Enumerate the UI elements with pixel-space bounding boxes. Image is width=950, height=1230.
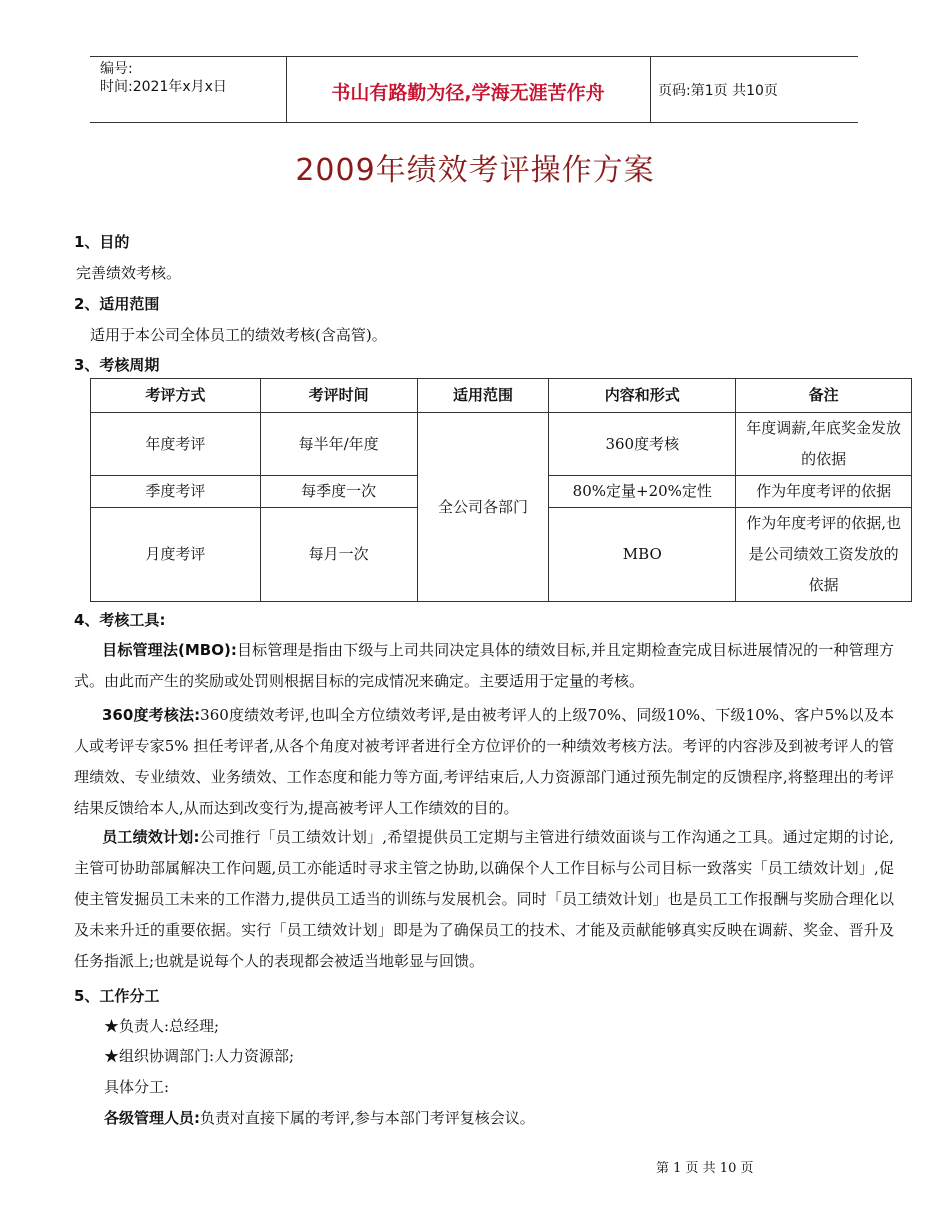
table-row (91, 413, 912, 476)
performance-plan-paragraph (74, 822, 894, 977)
assessment-cycle-table (90, 378, 912, 602)
responsible-line: ★负责人:总经理; (104, 1017, 220, 1035)
managers-text: 负责对直接下属的考评,参与本部门考评复核会议。 (200, 1109, 535, 1127)
section-1-body: 完善绩效考核。 (76, 264, 182, 282)
managers-lead: 各级管理人员: (104, 1109, 200, 1127)
table-cell-method: 年度考评 (91, 413, 261, 476)
section-4-heading: 4、考核工具: (74, 611, 166, 629)
managers-line (104, 1107, 535, 1128)
table-cell-note: 年度调薪,年底奖金发放的依据 (736, 413, 912, 476)
section-2-heading: 2、适用范围 (74, 295, 160, 313)
header-meta (100, 60, 227, 96)
table-cell-content: MBO (549, 508, 736, 602)
deg360-lead: 360度考核法: (102, 706, 201, 724)
coordinator-line: ★组织协调部门:人力资源部; (104, 1047, 295, 1065)
detail-label: 具体分工: (104, 1078, 170, 1096)
plan-lead: 员工绩效计划: (102, 828, 200, 846)
header-top-rule (90, 56, 858, 57)
table-header-cell: 内容和形式 (549, 379, 736, 413)
table-cell-time: 每季度一次 (260, 476, 417, 508)
deg360-text: 360度绩效考评,也叫全方位绩效考评,是由被考评人的上级70%、同级10%、下级10%、客户5%以及本人或考评专家5% 担任考评者,从各个角度对被考评者进行全方位评价的一种绩效考核方法。考评的内容涉及到被考评人的管理绩效、专业绩效、业务绩效、工作态度和能力等方面,考评结束后,人力资源部门通过预先制定的反馈程序,将整理出的考评结果反馈给本人,从而达到改变行为,提高被考评人工作绩效的目的。 (74, 706, 894, 817)
header-divider-right (650, 56, 651, 122)
document-number: 编号: (100, 61, 133, 77)
deg360-paragraph (74, 700, 894, 824)
document-time: 时间:2021年x月x日 (100, 79, 227, 95)
plan-text: 公司推行「员工绩效计划」,希望提供员工定期与主管进行绩效面谈与工作沟通之工具。通过定期的讨论,主管可协助部属解决工作问题,员工亦能适时寻求主管之协助,以确保个人工作目标与公司目标一致落实「员工绩效计划」,促使主管发掘员工未来的工作潜力,提供员工适当的训练与发展机会。同时「员工绩效计划」也是员工工作报酬与奖励合理化以及未来升迁的重要依据。实行「员工绩效计划」即是为了确保员工的技术、才能及贡献能够真实反映在调薪、奖金、晋升及任务指派上;也就是说每个人的表现都会被适当地彰显与回馈。 (74, 828, 894, 970)
header-page-info: 页码:第1页 共10页 (658, 83, 778, 99)
table-header-row (91, 379, 912, 413)
mbo-lead: 目标管理法(MBO): (102, 641, 237, 659)
table-cell-note: 作为年度考评的依据 (736, 476, 912, 508)
table-header-cell: 备注 (736, 379, 912, 413)
header-bottom-rule (90, 122, 858, 123)
mbo-paragraph (74, 635, 894, 697)
table-cell-content: 80%定量+20%定性 (549, 476, 736, 508)
header-motto: 书山有路勤为径,学海无涯苦作舟 (331, 82, 605, 104)
section-3-heading: 3、考核周期 (74, 356, 160, 374)
table-cell-method: 月度考评 (91, 508, 261, 602)
table-cell-scope: 全公司各部门 (417, 413, 549, 602)
table-cell-note: 作为年度考评的依据,也是公司绩效工资发放的依据 (736, 508, 912, 602)
table-header-cell: 考评方式 (91, 379, 261, 413)
table-cell-time: 每半年/年度 (260, 413, 417, 476)
section-5-heading: 5、工作分工 (74, 987, 160, 1005)
page-footer: 第 1 页 共 10 页 (656, 1161, 754, 1176)
page-title: 2009年绩效考评操作方案 (295, 153, 655, 188)
mbo-text: 目标管理是指由下级与上司共同决定具体的绩效目标,并且定期检查完成目标进展情况的一种管理方式。由此而产生的奖励或处罚则根据目标的完成情况来确定。主要适用于定量的考核。 (74, 641, 895, 690)
table-header-cell: 考评时间 (260, 379, 417, 413)
section-1-heading: 1、目的 (74, 233, 130, 251)
section-2-body: 适用于本公司全体员工的绩效考核(含高管)。 (90, 326, 387, 344)
table-cell-time: 每月一次 (260, 508, 417, 602)
table-cell-content: 360度考核 (549, 413, 736, 476)
table-cell-method: 季度考评 (91, 476, 261, 508)
table-header-cell: 适用范围 (417, 379, 549, 413)
